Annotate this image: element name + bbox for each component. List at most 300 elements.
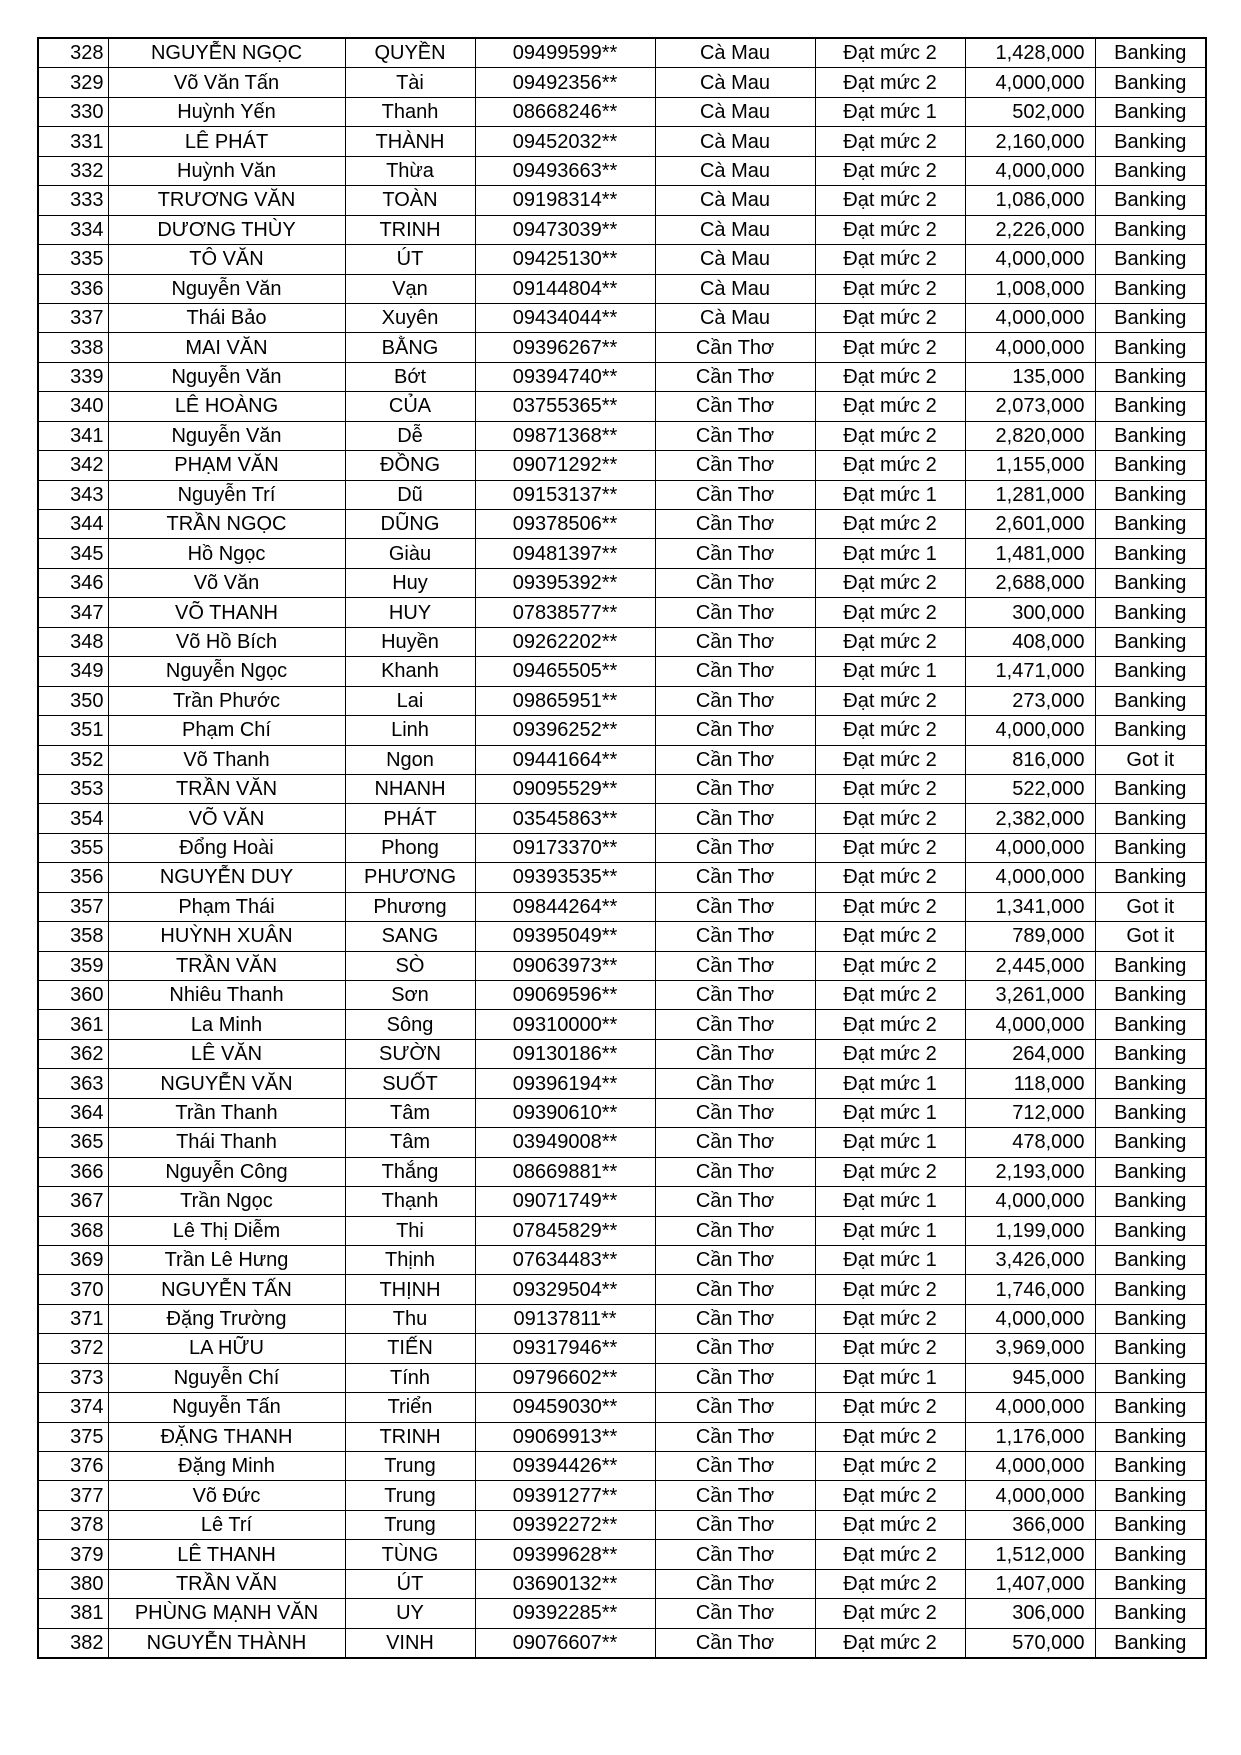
cell-so-dien-thoai: 09425130** — [475, 245, 655, 274]
cell-so-tien: 4,000,000 — [965, 1481, 1095, 1510]
cell-stt: 371 — [38, 1304, 108, 1333]
cell-so-dien-thoai: 09137811** — [475, 1304, 655, 1333]
cell-tinh-thanh: Cần Thơ — [655, 1363, 815, 1392]
cell-tinh-thanh: Cần Thơ — [655, 1599, 815, 1628]
cell-so-dien-thoai: 09844264** — [475, 892, 655, 921]
cell-muc-dat: Đạt mức 2 — [815, 1275, 965, 1304]
cell-hinh-thuc: Banking — [1095, 303, 1206, 332]
cell-muc-dat: Đạt mức 2 — [815, 716, 965, 745]
table-row — [38, 274, 1206, 303]
cell-tinh-thanh: Cần Thơ — [655, 1098, 815, 1127]
cell-tinh-thanh: Cà Mau — [655, 186, 815, 215]
cell-so-tien: 4,000,000 — [965, 1452, 1095, 1481]
cell-so-dien-thoai: 09076607** — [475, 1628, 655, 1658]
table-row — [38, 362, 1206, 391]
cell-stt: 362 — [38, 1039, 108, 1068]
cell-so-tien: 3,969,000 — [965, 1334, 1095, 1363]
cell-hinh-thuc: Banking — [1095, 1098, 1206, 1127]
cell-stt: 346 — [38, 568, 108, 597]
cell-ten: Tâm — [345, 1128, 475, 1157]
cell-hinh-thuc: Banking — [1095, 539, 1206, 568]
cell-ten: BẰNG — [345, 333, 475, 362]
cell-ten: Xuyên — [345, 303, 475, 332]
cell-so-tien: 4,000,000 — [965, 68, 1095, 97]
cell-so-tien: 264,000 — [965, 1039, 1095, 1068]
cell-ten: TIẾN — [345, 1334, 475, 1363]
cell-stt: 351 — [38, 716, 108, 745]
cell-so-tien: 273,000 — [965, 686, 1095, 715]
cell-so-dien-thoai: 09865951** — [475, 686, 655, 715]
cell-muc-dat: Đạt mức 2 — [815, 1422, 965, 1451]
cell-so-tien: 4,000,000 — [965, 833, 1095, 862]
table-row — [38, 245, 1206, 274]
cell-stt: 353 — [38, 774, 108, 803]
cell-ho-ten-dem: LA HỮU — [108, 1334, 345, 1363]
cell-muc-dat: Đạt mức 2 — [815, 1393, 965, 1422]
cell-so-tien: 2,382,000 — [965, 804, 1095, 833]
cell-ho-ten-dem: Võ Văn — [108, 568, 345, 597]
cell-hinh-thuc: Banking — [1095, 1422, 1206, 1451]
cell-so-tien: 2,601,000 — [965, 510, 1095, 539]
cell-so-tien: 4,000,000 — [965, 1187, 1095, 1216]
cell-ho-ten-dem: PHÙNG MẠNH VĂN — [108, 1599, 345, 1628]
cell-stt: 335 — [38, 245, 108, 274]
table-row — [38, 1216, 1206, 1245]
cell-hinh-thuc: Got it — [1095, 892, 1206, 921]
cell-tinh-thanh: Cần Thơ — [655, 774, 815, 803]
cell-so-dien-thoai: 07634483** — [475, 1245, 655, 1274]
cell-ho-ten-dem: Huỳnh Yến — [108, 97, 345, 126]
cell-ho-ten-dem: La Minh — [108, 1010, 345, 1039]
cell-muc-dat: Đạt mức 1 — [815, 657, 965, 686]
cell-so-dien-thoai: 09396252** — [475, 716, 655, 745]
cell-so-tien: 1,428,000 — [965, 38, 1095, 68]
cell-so-tien: 1,176,000 — [965, 1422, 1095, 1451]
cell-stt: 368 — [38, 1216, 108, 1245]
cell-stt: 363 — [38, 1069, 108, 1098]
cell-hinh-thuc: Banking — [1095, 1510, 1206, 1539]
cell-muc-dat: Đạt mức 2 — [815, 1510, 965, 1539]
cell-stt: 374 — [38, 1393, 108, 1422]
cell-so-dien-thoai: 09071749** — [475, 1187, 655, 1216]
table-row — [38, 1452, 1206, 1481]
cell-muc-dat: Đạt mức 1 — [815, 1069, 965, 1098]
cell-hinh-thuc: Banking — [1095, 1275, 1206, 1304]
cell-ten: Tính — [345, 1363, 475, 1392]
cell-muc-dat: Đạt mức 2 — [815, 215, 965, 244]
cell-hinh-thuc: Got it — [1095, 745, 1206, 774]
cell-so-dien-thoai: 08668246** — [475, 97, 655, 126]
table-row — [38, 1128, 1206, 1157]
cell-stt: 342 — [38, 451, 108, 480]
cell-ho-ten-dem: TRẦN VĂN — [108, 951, 345, 980]
cell-tinh-thanh: Cà Mau — [655, 38, 815, 68]
cell-stt: 357 — [38, 892, 108, 921]
cell-muc-dat: Đạt mức 2 — [815, 186, 965, 215]
table-row — [38, 568, 1206, 597]
cell-ho-ten-dem: Nguyễn Chí — [108, 1363, 345, 1392]
cell-ten: Bớt — [345, 362, 475, 391]
table-row — [38, 215, 1206, 244]
cell-so-dien-thoai: 07838577** — [475, 598, 655, 627]
cell-so-dien-thoai: 09262202** — [475, 627, 655, 656]
table-row — [38, 333, 1206, 362]
cell-ho-ten-dem: NGUYỄN NGỌC — [108, 38, 345, 68]
cell-ho-ten-dem: Thái Thanh — [108, 1128, 345, 1157]
cell-so-tien: 945,000 — [965, 1363, 1095, 1392]
cell-muc-dat: Đạt mức 2 — [815, 1481, 965, 1510]
cell-ten: Trung — [345, 1481, 475, 1510]
cell-ten: Thừa — [345, 156, 475, 185]
table-row — [38, 981, 1206, 1010]
cell-hinh-thuc: Banking — [1095, 68, 1206, 97]
cell-hinh-thuc: Banking — [1095, 627, 1206, 656]
cell-tinh-thanh: Cần Thơ — [655, 598, 815, 627]
cell-tinh-thanh: Cần Thơ — [655, 1334, 815, 1363]
cell-stt: 372 — [38, 1334, 108, 1363]
cell-hinh-thuc: Banking — [1095, 568, 1206, 597]
cell-hinh-thuc: Banking — [1095, 1334, 1206, 1363]
cell-ho-ten-dem: TRƯƠNG VĂN — [108, 186, 345, 215]
cell-ten: Dễ — [345, 421, 475, 450]
cell-tinh-thanh: Cần Thơ — [655, 863, 815, 892]
cell-stt: 328 — [38, 38, 108, 68]
cell-so-tien: 4,000,000 — [965, 1010, 1095, 1039]
cell-so-tien: 2,226,000 — [965, 215, 1095, 244]
cell-stt: 376 — [38, 1452, 108, 1481]
cell-so-tien: 1,471,000 — [965, 657, 1095, 686]
cell-so-dien-thoai: 09499599** — [475, 38, 655, 68]
cell-so-dien-thoai: 09396194** — [475, 1069, 655, 1098]
cell-ho-ten-dem: Đổng Hoài — [108, 833, 345, 862]
cell-hinh-thuc: Banking — [1095, 480, 1206, 509]
cell-so-dien-thoai: 09310000** — [475, 1010, 655, 1039]
cell-tinh-thanh: Cần Thơ — [655, 510, 815, 539]
cell-ho-ten-dem: Nguyễn Trí — [108, 480, 345, 509]
cell-muc-dat: Đạt mức 2 — [815, 951, 965, 980]
cell-muc-dat: Đạt mức 1 — [815, 1216, 965, 1245]
cell-ho-ten-dem: HUỲNH XUÂN — [108, 922, 345, 951]
cell-so-tien: 3,261,000 — [965, 981, 1095, 1010]
table-row — [38, 127, 1206, 156]
cell-ten: Huy — [345, 568, 475, 597]
cell-stt: 367 — [38, 1187, 108, 1216]
cell-muc-dat: Đạt mức 2 — [815, 1039, 965, 1068]
cell-muc-dat: Đạt mức 2 — [815, 1334, 965, 1363]
cell-ten: Lai — [345, 686, 475, 715]
cell-stt: 354 — [38, 804, 108, 833]
cell-so-tien: 478,000 — [965, 1128, 1095, 1157]
cell-so-tien: 4,000,000 — [965, 333, 1095, 362]
cell-tinh-thanh: Cần Thơ — [655, 362, 815, 391]
cell-ten: SÒ — [345, 951, 475, 980]
cell-so-tien: 2,160,000 — [965, 127, 1095, 156]
cell-ho-ten-dem: Hồ Ngọc — [108, 539, 345, 568]
cell-tinh-thanh: Cần Thơ — [655, 1275, 815, 1304]
table-row — [38, 1275, 1206, 1304]
cell-hinh-thuc: Banking — [1095, 863, 1206, 892]
cell-ten: Thanh — [345, 97, 475, 126]
cell-ten: THÀNH — [345, 127, 475, 156]
cell-ho-ten-dem: LÊ VĂN — [108, 1039, 345, 1068]
cell-stt: 332 — [38, 156, 108, 185]
cell-hinh-thuc: Banking — [1095, 657, 1206, 686]
cell-muc-dat: Đạt mức 2 — [815, 362, 965, 391]
cell-so-dien-thoai: 09392285** — [475, 1599, 655, 1628]
cell-stt: 352 — [38, 745, 108, 774]
cell-hinh-thuc: Banking — [1095, 245, 1206, 274]
table-row — [38, 1599, 1206, 1628]
table-row — [38, 1481, 1206, 1510]
cell-so-dien-thoai: 09130186** — [475, 1039, 655, 1068]
cell-tinh-thanh: Cà Mau — [655, 97, 815, 126]
cell-ten: VINH — [345, 1628, 475, 1658]
table-body — [38, 38, 1206, 1658]
cell-tinh-thanh: Cà Mau — [655, 245, 815, 274]
cell-so-dien-thoai: 09399628** — [475, 1540, 655, 1569]
cell-stt: 375 — [38, 1422, 108, 1451]
cell-so-dien-thoai: 09434044** — [475, 303, 655, 332]
cell-stt: 360 — [38, 981, 108, 1010]
cell-muc-dat: Đạt mức 2 — [815, 686, 965, 715]
table-row — [38, 1098, 1206, 1127]
cell-muc-dat: Đạt mức 2 — [815, 745, 965, 774]
cell-hinh-thuc: Banking — [1095, 1393, 1206, 1422]
cell-ten: Khanh — [345, 657, 475, 686]
cell-tinh-thanh: Cần Thơ — [655, 1216, 815, 1245]
table-row — [38, 1393, 1206, 1422]
cell-hinh-thuc: Banking — [1095, 686, 1206, 715]
cell-hinh-thuc: Banking — [1095, 1481, 1206, 1510]
table-row — [38, 833, 1206, 862]
cell-ten: Sông — [345, 1010, 475, 1039]
cell-so-dien-thoai: 03690132** — [475, 1569, 655, 1598]
cell-ten: Sơn — [345, 981, 475, 1010]
cell-hinh-thuc: Banking — [1095, 421, 1206, 450]
cell-stt: 345 — [38, 539, 108, 568]
cell-hinh-thuc: Banking — [1095, 333, 1206, 362]
cell-muc-dat: Đạt mức 2 — [815, 863, 965, 892]
table-row — [38, 392, 1206, 421]
cell-so-tien: 4,000,000 — [965, 863, 1095, 892]
cell-tinh-thanh: Cần Thơ — [655, 1157, 815, 1186]
cell-stt: 373 — [38, 1363, 108, 1392]
cell-so-dien-thoai: 09153137** — [475, 480, 655, 509]
cell-muc-dat: Đạt mức 2 — [815, 1599, 965, 1628]
cell-so-dien-thoai: 09394740** — [475, 362, 655, 391]
cell-stt: 356 — [38, 863, 108, 892]
cell-ten: Thắng — [345, 1157, 475, 1186]
cell-stt: 337 — [38, 303, 108, 332]
cell-so-tien: 1,199,000 — [965, 1216, 1095, 1245]
cell-ho-ten-dem: Trần Phước — [108, 686, 345, 715]
cell-ho-ten-dem: LÊ HOÀNG — [108, 392, 345, 421]
cell-ho-ten-dem: LÊ THANH — [108, 1540, 345, 1569]
cell-stt: 348 — [38, 627, 108, 656]
cell-ten: Trung — [345, 1510, 475, 1539]
cell-ho-ten-dem: Nguyễn Văn — [108, 274, 345, 303]
table-row — [38, 97, 1206, 126]
cell-ho-ten-dem: DƯƠNG THÙY — [108, 215, 345, 244]
table-row — [38, 186, 1206, 215]
cell-ten: PHÁT — [345, 804, 475, 833]
cell-ten: Linh — [345, 716, 475, 745]
cell-ho-ten-dem: NGUYỄN DUY — [108, 863, 345, 892]
cell-tinh-thanh: Cần Thơ — [655, 1245, 815, 1274]
cell-ho-ten-dem: TRẦN NGỌC — [108, 510, 345, 539]
cell-muc-dat: Đạt mức 1 — [815, 1128, 965, 1157]
cell-ho-ten-dem: Võ Đức — [108, 1481, 345, 1510]
cell-ten: Thạnh — [345, 1187, 475, 1216]
table-row — [38, 156, 1206, 185]
cell-so-tien: 570,000 — [965, 1628, 1095, 1658]
cell-tinh-thanh: Cần Thơ — [655, 951, 815, 980]
cell-ten: CỦA — [345, 392, 475, 421]
cell-so-dien-thoai: 09144804** — [475, 274, 655, 303]
cell-tinh-thanh: Cần Thơ — [655, 657, 815, 686]
cell-tinh-thanh: Cần Thơ — [655, 804, 815, 833]
cell-hinh-thuc: Banking — [1095, 127, 1206, 156]
cell-stt: 377 — [38, 1481, 108, 1510]
table-row — [38, 1628, 1206, 1658]
cell-tinh-thanh: Cần Thơ — [655, 981, 815, 1010]
cell-so-dien-thoai: 09173370** — [475, 833, 655, 862]
cell-ho-ten-dem: PHẠM VĂN — [108, 451, 345, 480]
cell-so-tien: 4,000,000 — [965, 156, 1095, 185]
cell-stt: 370 — [38, 1275, 108, 1304]
cell-stt: 331 — [38, 127, 108, 156]
cell-hinh-thuc: Banking — [1095, 1452, 1206, 1481]
cell-so-tien: 135,000 — [965, 362, 1095, 391]
table-row — [38, 1069, 1206, 1098]
cell-ho-ten-dem: LÊ PHÁT — [108, 127, 345, 156]
cell-so-dien-thoai: 03755365** — [475, 392, 655, 421]
cell-muc-dat: Đạt mức 2 — [815, 392, 965, 421]
cell-ho-ten-dem: Phạm Thái — [108, 892, 345, 921]
table-row — [38, 1540, 1206, 1569]
cell-tinh-thanh: Cần Thơ — [655, 627, 815, 656]
cell-tinh-thanh: Cần Thơ — [655, 716, 815, 745]
cell-so-tien: 4,000,000 — [965, 716, 1095, 745]
cell-ho-ten-dem: NGUYỄN THÀNH — [108, 1628, 345, 1658]
cell-muc-dat: Đạt mức 1 — [815, 1187, 965, 1216]
cell-so-dien-thoai: 09465505** — [475, 657, 655, 686]
cell-so-tien: 712,000 — [965, 1098, 1095, 1127]
cell-so-dien-thoai: 09329504** — [475, 1275, 655, 1304]
cell-so-dien-thoai: 09493663** — [475, 156, 655, 185]
cell-hinh-thuc: Banking — [1095, 362, 1206, 391]
table-row — [38, 863, 1206, 892]
cell-stt: 338 — [38, 333, 108, 362]
cell-so-dien-thoai: 09395392** — [475, 568, 655, 597]
cell-so-tien: 4,000,000 — [965, 1304, 1095, 1333]
cell-tinh-thanh: Cần Thơ — [655, 1010, 815, 1039]
table-row — [38, 303, 1206, 332]
cell-hinh-thuc: Banking — [1095, 186, 1206, 215]
cell-hinh-thuc: Banking — [1095, 1628, 1206, 1658]
cell-muc-dat: Đạt mức 1 — [815, 539, 965, 568]
cell-tinh-thanh: Cần Thơ — [655, 1128, 815, 1157]
cell-hinh-thuc: Banking — [1095, 1128, 1206, 1157]
table-row — [38, 657, 1206, 686]
cell-tinh-thanh: Cần Thơ — [655, 922, 815, 951]
cell-stt: 347 — [38, 598, 108, 627]
cell-tinh-thanh: Cần Thơ — [655, 1039, 815, 1068]
table-row — [38, 745, 1206, 774]
cell-hinh-thuc: Banking — [1095, 510, 1206, 539]
cell-stt: 355 — [38, 833, 108, 862]
cell-stt: 339 — [38, 362, 108, 391]
cell-so-tien: 816,000 — [965, 745, 1095, 774]
cell-so-dien-thoai: 09198314** — [475, 186, 655, 215]
cell-tinh-thanh: Cần Thơ — [655, 539, 815, 568]
cell-hinh-thuc: Banking — [1095, 1069, 1206, 1098]
cell-stt: 369 — [38, 1245, 108, 1274]
cell-ten: NHANH — [345, 774, 475, 803]
cell-ten: Ngon — [345, 745, 475, 774]
cell-ten: TRINH — [345, 1422, 475, 1451]
cell-so-tien: 1,341,000 — [965, 892, 1095, 921]
cell-stt: 358 — [38, 922, 108, 951]
cell-muc-dat: Đạt mức 2 — [815, 922, 965, 951]
cell-so-tien: 1,086,000 — [965, 186, 1095, 215]
cell-ho-ten-dem: Nguyễn Ngọc — [108, 657, 345, 686]
cell-hinh-thuc: Banking — [1095, 774, 1206, 803]
cell-ho-ten-dem: MAI VĂN — [108, 333, 345, 362]
cell-muc-dat: Đạt mức 2 — [815, 1304, 965, 1333]
cell-so-tien: 1,281,000 — [965, 480, 1095, 509]
cell-ten: Triển — [345, 1393, 475, 1422]
cell-stt: 343 — [38, 480, 108, 509]
cell-so-tien: 366,000 — [965, 1510, 1095, 1539]
cell-so-tien: 408,000 — [965, 627, 1095, 656]
cell-muc-dat: Đạt mức 1 — [815, 1245, 965, 1274]
cell-so-dien-thoai: 09063973** — [475, 951, 655, 980]
cell-so-dien-thoai: 09390610** — [475, 1098, 655, 1127]
table-row — [38, 627, 1206, 656]
cell-muc-dat: Đạt mức 2 — [815, 568, 965, 597]
cell-ho-ten-dem: Thái Bảo — [108, 303, 345, 332]
cell-muc-dat: Đạt mức 2 — [815, 598, 965, 627]
cell-stt: 334 — [38, 215, 108, 244]
cell-ten: THỊNH — [345, 1275, 475, 1304]
cell-ho-ten-dem: TÔ VĂN — [108, 245, 345, 274]
cell-so-dien-thoai: 09441664** — [475, 745, 655, 774]
cell-ten: SANG — [345, 922, 475, 951]
cell-tinh-thanh: Cà Mau — [655, 156, 815, 185]
cell-muc-dat: Đạt mức 1 — [815, 1363, 965, 1392]
cell-muc-dat: Đạt mức 2 — [815, 1569, 965, 1598]
cell-stt: 349 — [38, 657, 108, 686]
cell-tinh-thanh: Cần Thơ — [655, 1481, 815, 1510]
cell-so-dien-thoai: 03949008** — [475, 1128, 655, 1157]
cell-so-dien-thoai: 09071292** — [475, 451, 655, 480]
table-row — [38, 510, 1206, 539]
cell-stt: 329 — [38, 68, 108, 97]
cell-ten: UY — [345, 1599, 475, 1628]
cell-stt: 330 — [38, 97, 108, 126]
table-row — [38, 686, 1206, 715]
table-row — [38, 1422, 1206, 1451]
cell-ten: PHƯƠNG — [345, 863, 475, 892]
cell-hinh-thuc: Banking — [1095, 1599, 1206, 1628]
cell-tinh-thanh: Cần Thơ — [655, 1187, 815, 1216]
cell-ten: TOÀN — [345, 186, 475, 215]
cell-ho-ten-dem: NGUYỄN VĂN — [108, 1069, 345, 1098]
cell-muc-dat: Đạt mức 2 — [815, 333, 965, 362]
cell-stt: 340 — [38, 392, 108, 421]
cell-ten: Trung — [345, 1452, 475, 1481]
